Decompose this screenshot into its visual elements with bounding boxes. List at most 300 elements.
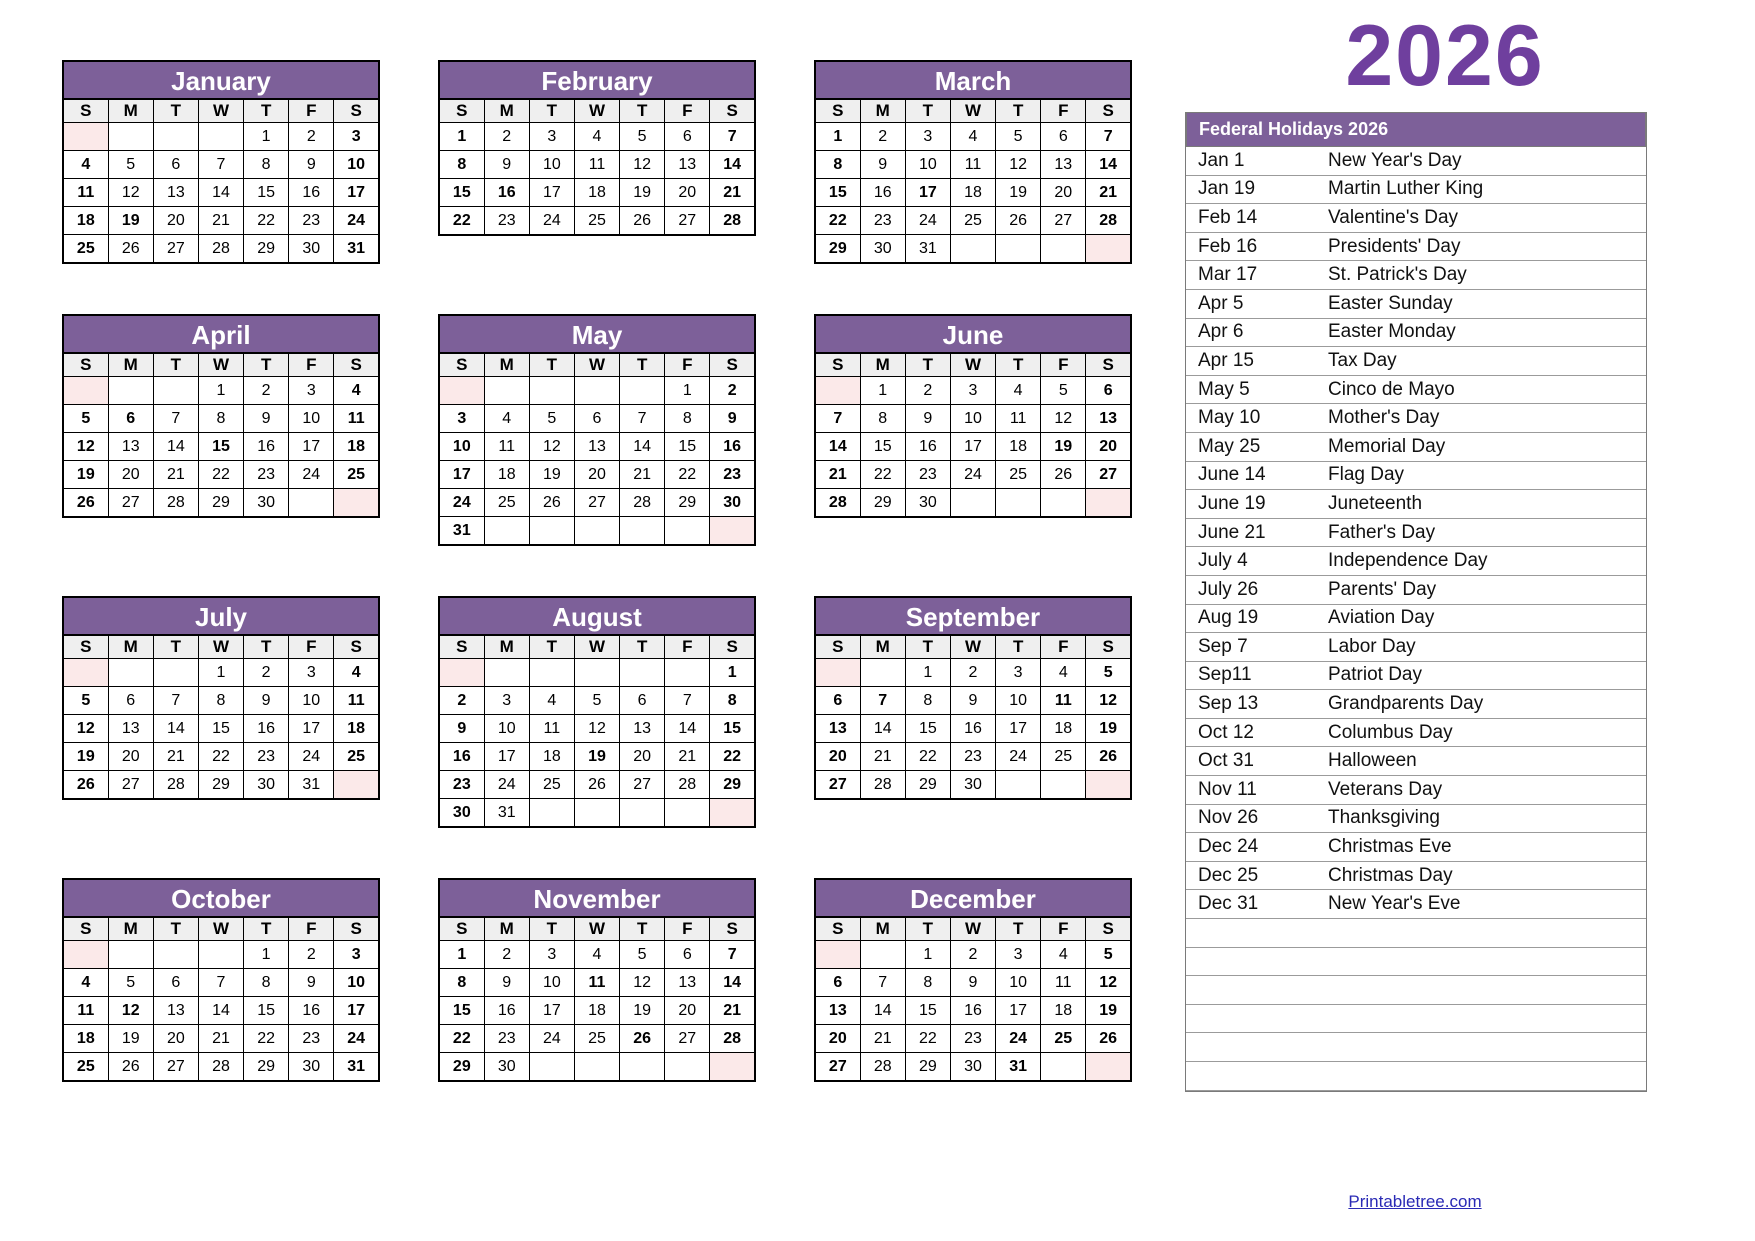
weekday-header: S bbox=[439, 635, 484, 659]
day-cell: 12 bbox=[1041, 405, 1086, 433]
week-row bbox=[815, 461, 1131, 489]
day-cell: 14 bbox=[860, 997, 905, 1025]
day-cell: 2 bbox=[484, 123, 529, 151]
holiday-name: Columbus Day bbox=[1316, 718, 1646, 747]
day-cell: 6 bbox=[1041, 123, 1086, 151]
day-cell: 9 bbox=[905, 405, 950, 433]
empty-cell bbox=[665, 799, 710, 828]
day-cell: 2 bbox=[905, 377, 950, 405]
day-cell: 19 bbox=[108, 1025, 153, 1053]
empty-cell bbox=[1086, 1053, 1131, 1082]
holiday-row bbox=[1186, 890, 1646, 919]
week-row bbox=[815, 715, 1131, 743]
day-cell: 12 bbox=[108, 179, 153, 207]
empty-cell bbox=[620, 799, 665, 828]
week-row bbox=[439, 799, 755, 828]
empty-cell bbox=[815, 377, 860, 405]
weekday-header: F bbox=[665, 635, 710, 659]
day-cell: 28 bbox=[710, 1025, 755, 1053]
day-cell: 19 bbox=[108, 207, 153, 235]
day-cell: 2 bbox=[244, 377, 289, 405]
day-cell: 7 bbox=[710, 123, 755, 151]
day-cell: 3 bbox=[996, 659, 1041, 687]
day-cell: 16 bbox=[484, 997, 529, 1025]
day-cell: 23 bbox=[484, 1025, 529, 1053]
weekday-header: S bbox=[334, 99, 379, 123]
day-cell: 8 bbox=[244, 969, 289, 997]
day-cell: 6 bbox=[620, 687, 665, 715]
day-cell: 24 bbox=[529, 207, 574, 236]
day-cell: 27 bbox=[574, 489, 619, 517]
day-cell: 20 bbox=[153, 207, 198, 235]
day-cell: 8 bbox=[439, 151, 484, 179]
week-row bbox=[439, 151, 755, 179]
holiday-name: Juneteenth bbox=[1316, 490, 1646, 519]
week-row bbox=[63, 433, 379, 461]
month-february bbox=[438, 60, 756, 264]
day-cell: 22 bbox=[860, 461, 905, 489]
day-cell: 7 bbox=[860, 687, 905, 715]
day-cell: 8 bbox=[905, 687, 950, 715]
day-cell: 13 bbox=[665, 151, 710, 179]
day-cell: 6 bbox=[153, 151, 198, 179]
months-row bbox=[62, 878, 1132, 1082]
month-june bbox=[814, 314, 1132, 546]
month-table bbox=[438, 916, 756, 1082]
day-cell: 19 bbox=[996, 179, 1041, 207]
holiday-date: May 25 bbox=[1186, 432, 1316, 461]
day-cell: 21 bbox=[710, 179, 755, 207]
holiday-name: Presidents' Day bbox=[1316, 232, 1646, 261]
empty-cell bbox=[665, 1053, 710, 1082]
holiday-row bbox=[1186, 490, 1646, 519]
weekday-header: T bbox=[244, 635, 289, 659]
weekday-header: S bbox=[439, 353, 484, 377]
day-cell: 10 bbox=[289, 405, 334, 433]
weekday-header: W bbox=[574, 917, 619, 941]
day-cell: 4 bbox=[334, 377, 379, 405]
month-table bbox=[814, 352, 1132, 518]
weekday-header: F bbox=[289, 353, 334, 377]
holiday-date: Dec 31 bbox=[1186, 890, 1316, 919]
day-cell: 6 bbox=[665, 123, 710, 151]
week-row bbox=[815, 997, 1131, 1025]
weekday-header: T bbox=[620, 99, 665, 123]
holiday-row bbox=[1186, 404, 1646, 433]
day-cell: 18 bbox=[574, 179, 619, 207]
holiday-row bbox=[1186, 518, 1646, 547]
weekday-header: S bbox=[1086, 99, 1131, 123]
day-cell: 22 bbox=[198, 743, 243, 771]
weekday-header: W bbox=[950, 635, 995, 659]
empty-cell bbox=[665, 659, 710, 687]
day-cell: 1 bbox=[198, 377, 243, 405]
day-cell: 15 bbox=[244, 997, 289, 1025]
day-cell: 12 bbox=[63, 433, 108, 461]
holiday-row bbox=[1186, 547, 1646, 576]
empty-cell bbox=[620, 377, 665, 405]
day-cell: 30 bbox=[289, 1053, 334, 1082]
day-cell: 25 bbox=[996, 461, 1041, 489]
day-cell: 16 bbox=[905, 433, 950, 461]
day-cell: 11 bbox=[63, 179, 108, 207]
week-row bbox=[439, 715, 755, 743]
day-cell: 8 bbox=[905, 969, 950, 997]
empty-cell bbox=[996, 771, 1041, 800]
day-cell: 15 bbox=[710, 715, 755, 743]
day-cell: 23 bbox=[950, 1025, 995, 1053]
day-cell: 7 bbox=[1086, 123, 1131, 151]
day-cell: 19 bbox=[1041, 433, 1086, 461]
holiday-name: Tax Day bbox=[1316, 347, 1646, 376]
month-table bbox=[814, 634, 1132, 800]
day-cell: 4 bbox=[1041, 659, 1086, 687]
day-cell: 13 bbox=[815, 997, 860, 1025]
day-cell: 16 bbox=[950, 997, 995, 1025]
day-cell: 14 bbox=[710, 969, 755, 997]
day-cell: 26 bbox=[620, 207, 665, 236]
holiday-name: Flag Day bbox=[1316, 461, 1646, 490]
day-cell: 16 bbox=[244, 433, 289, 461]
holiday-blank-cell bbox=[1316, 1004, 1646, 1033]
week-row bbox=[439, 997, 755, 1025]
day-cell: 14 bbox=[1086, 151, 1131, 179]
weekday-header: W bbox=[574, 353, 619, 377]
month-title: May bbox=[438, 314, 756, 352]
empty-cell bbox=[484, 517, 529, 546]
day-cell: 13 bbox=[153, 997, 198, 1025]
day-cell: 10 bbox=[484, 715, 529, 743]
empty-cell bbox=[484, 377, 529, 405]
holiday-name: Veterans Day bbox=[1316, 776, 1646, 805]
holiday-date: Oct 31 bbox=[1186, 747, 1316, 776]
empty-cell bbox=[710, 1053, 755, 1082]
empty-cell bbox=[108, 123, 153, 151]
day-cell: 13 bbox=[108, 433, 153, 461]
day-cell: 4 bbox=[950, 123, 995, 151]
day-cell: 16 bbox=[950, 715, 995, 743]
day-cell: 18 bbox=[529, 743, 574, 771]
day-cell: 6 bbox=[153, 969, 198, 997]
day-cell: 26 bbox=[1086, 743, 1131, 771]
day-cell: 22 bbox=[198, 461, 243, 489]
day-cell: 9 bbox=[439, 715, 484, 743]
day-cell: 29 bbox=[198, 489, 243, 518]
week-row bbox=[63, 461, 379, 489]
empty-cell bbox=[529, 377, 574, 405]
day-cell: 31 bbox=[334, 1053, 379, 1082]
day-cell: 10 bbox=[439, 433, 484, 461]
day-cell: 21 bbox=[198, 207, 243, 235]
day-cell: 20 bbox=[1086, 433, 1131, 461]
day-cell: 5 bbox=[620, 941, 665, 969]
month-march bbox=[814, 60, 1132, 264]
day-cell: 17 bbox=[950, 433, 995, 461]
weekday-header: S bbox=[815, 353, 860, 377]
holidays-table-body bbox=[1186, 147, 1646, 1090]
weekday-header: S bbox=[815, 635, 860, 659]
day-cell: 11 bbox=[574, 151, 619, 179]
day-cell: 5 bbox=[574, 687, 619, 715]
day-cell: 23 bbox=[860, 207, 905, 235]
holiday-date: Jan 19 bbox=[1186, 175, 1316, 204]
week-row bbox=[439, 179, 755, 207]
week-row bbox=[815, 1025, 1131, 1053]
weekday-header: S bbox=[1086, 917, 1131, 941]
day-cell: 28 bbox=[665, 771, 710, 799]
day-cell: 10 bbox=[950, 405, 995, 433]
weekday-header: T bbox=[153, 99, 198, 123]
empty-cell bbox=[63, 941, 108, 969]
day-cell: 11 bbox=[334, 687, 379, 715]
day-cell: 5 bbox=[1086, 659, 1131, 687]
day-cell: 14 bbox=[860, 715, 905, 743]
weekday-header: M bbox=[860, 353, 905, 377]
day-cell: 23 bbox=[950, 743, 995, 771]
weekday-header: S bbox=[63, 917, 108, 941]
week-row bbox=[439, 433, 755, 461]
week-row bbox=[63, 969, 379, 997]
holiday-name: Parents' Day bbox=[1316, 575, 1646, 604]
day-cell: 6 bbox=[1086, 377, 1131, 405]
weekday-header: T bbox=[529, 353, 574, 377]
weekday-header: S bbox=[334, 353, 379, 377]
day-cell: 30 bbox=[950, 771, 995, 800]
day-cell: 20 bbox=[665, 179, 710, 207]
week-row bbox=[439, 517, 755, 546]
day-cell: 9 bbox=[244, 405, 289, 433]
day-cell: 29 bbox=[710, 771, 755, 799]
day-cell: 1 bbox=[710, 659, 755, 687]
day-cell: 24 bbox=[334, 207, 379, 235]
day-cell: 30 bbox=[860, 235, 905, 264]
day-cell: 19 bbox=[63, 743, 108, 771]
holiday-name: Memorial Day bbox=[1316, 432, 1646, 461]
day-cell: 13 bbox=[1086, 405, 1131, 433]
day-cell: 21 bbox=[665, 743, 710, 771]
week-row bbox=[439, 405, 755, 433]
week-row bbox=[63, 151, 379, 179]
week-row bbox=[439, 659, 755, 687]
day-cell: 10 bbox=[996, 687, 1041, 715]
day-cell: 6 bbox=[574, 405, 619, 433]
day-cell: 23 bbox=[289, 1025, 334, 1053]
weekday-header: M bbox=[484, 353, 529, 377]
day-cell: 5 bbox=[1041, 377, 1086, 405]
empty-cell bbox=[574, 1053, 619, 1082]
weekday-header: M bbox=[108, 353, 153, 377]
day-cell: 17 bbox=[334, 179, 379, 207]
day-cell: 14 bbox=[665, 715, 710, 743]
holiday-blank-cell bbox=[1186, 919, 1316, 948]
day-cell: 25 bbox=[1041, 1025, 1086, 1053]
day-cell: 10 bbox=[334, 969, 379, 997]
day-cell: 22 bbox=[244, 1025, 289, 1053]
day-cell: 27 bbox=[108, 771, 153, 800]
day-cell: 20 bbox=[1041, 179, 1086, 207]
holiday-date: Sep 13 bbox=[1186, 690, 1316, 719]
month-title: April bbox=[62, 314, 380, 352]
week-row bbox=[63, 997, 379, 1025]
day-cell: 17 bbox=[484, 743, 529, 771]
day-cell: 11 bbox=[334, 405, 379, 433]
empty-cell bbox=[950, 489, 995, 518]
holiday-row bbox=[1186, 633, 1646, 662]
day-cell: 5 bbox=[108, 969, 153, 997]
holiday-row bbox=[1186, 747, 1646, 776]
day-cell: 4 bbox=[334, 659, 379, 687]
holiday-date: Apr 6 bbox=[1186, 318, 1316, 347]
day-cell: 26 bbox=[108, 1053, 153, 1082]
day-cell: 10 bbox=[289, 687, 334, 715]
empty-cell bbox=[63, 377, 108, 405]
day-cell: 8 bbox=[815, 151, 860, 179]
day-cell: 27 bbox=[1086, 461, 1131, 489]
week-row bbox=[63, 405, 379, 433]
day-cell: 22 bbox=[439, 1025, 484, 1053]
week-row bbox=[815, 151, 1131, 179]
empty-cell bbox=[860, 941, 905, 969]
day-cell: 18 bbox=[484, 461, 529, 489]
day-cell: 4 bbox=[574, 123, 619, 151]
day-cell: 16 bbox=[289, 179, 334, 207]
empty-cell bbox=[153, 941, 198, 969]
day-cell: 8 bbox=[244, 151, 289, 179]
day-cell: 6 bbox=[665, 941, 710, 969]
day-cell: 11 bbox=[950, 151, 995, 179]
month-title: December bbox=[814, 878, 1132, 916]
week-row bbox=[63, 771, 379, 800]
weekday-header: M bbox=[108, 917, 153, 941]
day-cell: 25 bbox=[484, 489, 529, 517]
day-cell: 19 bbox=[574, 743, 619, 771]
day-cell: 31 bbox=[905, 235, 950, 264]
day-cell: 3 bbox=[905, 123, 950, 151]
day-cell: 3 bbox=[484, 687, 529, 715]
day-cell: 10 bbox=[905, 151, 950, 179]
empty-cell bbox=[1086, 235, 1131, 264]
weekday-header: F bbox=[665, 917, 710, 941]
day-cell: 5 bbox=[996, 123, 1041, 151]
holiday-name: Christmas Eve bbox=[1316, 833, 1646, 862]
site-credit-link[interactable]: Printabletree.com bbox=[1348, 1192, 1482, 1211]
weekday-header: F bbox=[289, 917, 334, 941]
day-cell: 23 bbox=[484, 207, 529, 236]
day-cell: 2 bbox=[439, 687, 484, 715]
weekday-header: M bbox=[484, 635, 529, 659]
holiday-blank-cell bbox=[1186, 1004, 1316, 1033]
day-cell: 3 bbox=[289, 377, 334, 405]
month-title: October bbox=[62, 878, 380, 916]
day-cell: 13 bbox=[108, 715, 153, 743]
weekday-header: W bbox=[198, 635, 243, 659]
holiday-row bbox=[1186, 804, 1646, 833]
day-cell: 7 bbox=[153, 687, 198, 715]
day-cell: 3 bbox=[996, 941, 1041, 969]
day-cell: 17 bbox=[529, 997, 574, 1025]
month-table bbox=[62, 634, 380, 800]
day-cell: 31 bbox=[439, 517, 484, 546]
weekday-header: F bbox=[1041, 99, 1086, 123]
day-cell: 29 bbox=[198, 771, 243, 800]
day-cell: 13 bbox=[1041, 151, 1086, 179]
day-cell: 19 bbox=[620, 997, 665, 1025]
holiday-name: Patriot Day bbox=[1316, 661, 1646, 690]
month-october bbox=[62, 878, 380, 1082]
empty-cell bbox=[529, 799, 574, 828]
empty-cell bbox=[1041, 1053, 1086, 1082]
weekday-header: T bbox=[529, 99, 574, 123]
week-row bbox=[815, 405, 1131, 433]
day-cell: 6 bbox=[815, 969, 860, 997]
holiday-blank-cell bbox=[1186, 1033, 1316, 1062]
day-cell: 9 bbox=[950, 969, 995, 997]
day-cell: 25 bbox=[574, 1025, 619, 1053]
day-cell: 21 bbox=[1086, 179, 1131, 207]
holiday-date: Nov 11 bbox=[1186, 776, 1316, 805]
day-cell: 28 bbox=[198, 235, 243, 264]
holiday-row bbox=[1186, 318, 1646, 347]
month-title: August bbox=[438, 596, 756, 634]
month-table bbox=[438, 352, 756, 546]
day-cell: 3 bbox=[950, 377, 995, 405]
month-december bbox=[814, 878, 1132, 1082]
weekday-header: W bbox=[950, 917, 995, 941]
day-cell: 30 bbox=[710, 489, 755, 517]
day-cell: 21 bbox=[860, 743, 905, 771]
day-cell: 14 bbox=[620, 433, 665, 461]
empty-cell bbox=[484, 659, 529, 687]
day-cell: 4 bbox=[484, 405, 529, 433]
day-cell: 1 bbox=[665, 377, 710, 405]
empty-cell bbox=[620, 659, 665, 687]
day-cell: 28 bbox=[860, 1053, 905, 1082]
day-cell: 25 bbox=[574, 207, 619, 236]
day-cell: 23 bbox=[244, 743, 289, 771]
day-cell: 26 bbox=[1086, 1025, 1131, 1053]
day-cell: 16 bbox=[244, 715, 289, 743]
weekday-header: W bbox=[198, 99, 243, 123]
day-cell: 22 bbox=[439, 207, 484, 236]
weekday-header: S bbox=[63, 353, 108, 377]
weekday-header: F bbox=[289, 635, 334, 659]
day-cell: 9 bbox=[244, 687, 289, 715]
weekday-header: T bbox=[153, 917, 198, 941]
day-cell: 20 bbox=[815, 743, 860, 771]
day-cell: 27 bbox=[153, 235, 198, 264]
holiday-blank-row bbox=[1186, 1062, 1646, 1091]
day-cell: 31 bbox=[334, 235, 379, 264]
day-cell: 19 bbox=[1086, 715, 1131, 743]
day-cell: 28 bbox=[153, 771, 198, 800]
day-cell: 18 bbox=[63, 207, 108, 235]
day-cell: 17 bbox=[996, 997, 1041, 1025]
day-cell: 20 bbox=[815, 1025, 860, 1053]
week-row bbox=[439, 1053, 755, 1082]
day-cell: 22 bbox=[905, 1025, 950, 1053]
day-cell: 18 bbox=[1041, 997, 1086, 1025]
day-cell: 3 bbox=[529, 123, 574, 151]
holiday-date: Nov 26 bbox=[1186, 804, 1316, 833]
weekday-header: T bbox=[529, 917, 574, 941]
day-cell: 25 bbox=[63, 1053, 108, 1082]
day-cell: 4 bbox=[996, 377, 1041, 405]
weekday-header: F bbox=[665, 99, 710, 123]
day-cell: 1 bbox=[244, 941, 289, 969]
day-cell: 23 bbox=[710, 461, 755, 489]
day-cell: 18 bbox=[950, 179, 995, 207]
day-cell: 30 bbox=[950, 1053, 995, 1082]
